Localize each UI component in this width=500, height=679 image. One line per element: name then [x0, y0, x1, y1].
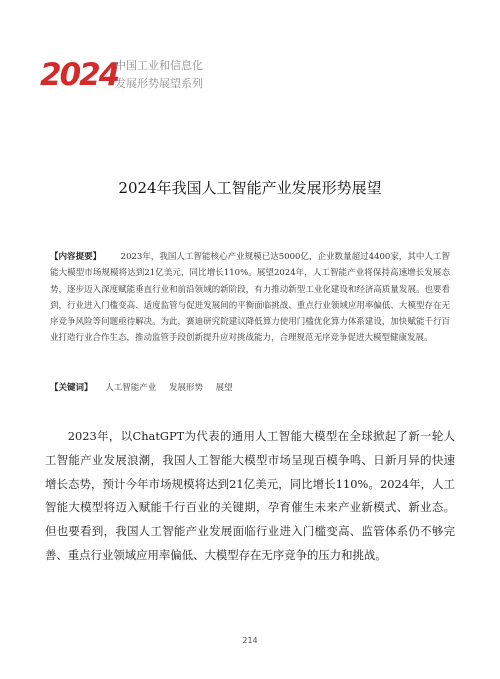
logo-text: 2024	[40, 57, 119, 93]
series-title	[115, 57, 203, 93]
keyword: 人工智能产业	[105, 383, 157, 393]
keywords	[50, 380, 450, 396]
abstract-label: 【内容提要】	[50, 252, 102, 262]
body-text	[45, 425, 455, 568]
page-header	[40, 55, 460, 95]
series-title-line-1: 中国工业和信息化	[115, 59, 203, 72]
abstract-text: 2023年，我国人工智能核心产业规模已达5000亿，企业数量超过4400家，其中人工智能大模型市场规模将达到21亿美元，同比增长110%。展望2024年，人工智能产业将保持高速增长发展态势，逐步迈入深度赋能垂直行业和前沿领域的新阶段，有力推动新型工业化建设和经济高质量发展。也要看到，行业进入门槛变高、适度监管与促进发展间的平衡面临挑战、重点行业领域应用率偏低、大模型存在无序竞争风险等问题亟待解决。为此，赛迪研究院建议降低算力使用门槛优化算力体系建设，加快赋能千行百业打造行业合作生态，推动监管手段创新提升应对挑战能力，合理规范无序竞争促进大模型健康发展。	[50, 252, 450, 344]
keywords-label: 【关键词】	[50, 383, 93, 393]
body-paragraph: 2023年，以ChatGPT为代表的通用人工智能大模型在全球掀起了新一轮人工智能产业发展浪潮，我国人工智能大模型市场呈现百模争鸣、日新月异的快速增长态势，预计今年市场规模将达到21亿美元，同比增长110%。2024年，人工智能大模型将迈入赋能千行百业的关键期，孕育催生未来产业新模式、新业态。但也要看到，我国人工智能产业发展面临行业进入门槛变高、监管体系仍不够完善、重点行业领域应用率偏低、大模型存在无序竞争的压力和挑战。	[45, 429, 455, 562]
article-title: 2024年我国人工智能产业发展形势展望	[118, 179, 382, 197]
logo-2024	[40, 55, 119, 95]
series-title-line-2: 发展形势展望系列	[115, 77, 203, 90]
keyword: 展望	[215, 383, 233, 393]
page-number: 214	[242, 636, 258, 645]
abstract	[50, 249, 450, 347]
keyword: 发展形势	[168, 383, 203, 393]
